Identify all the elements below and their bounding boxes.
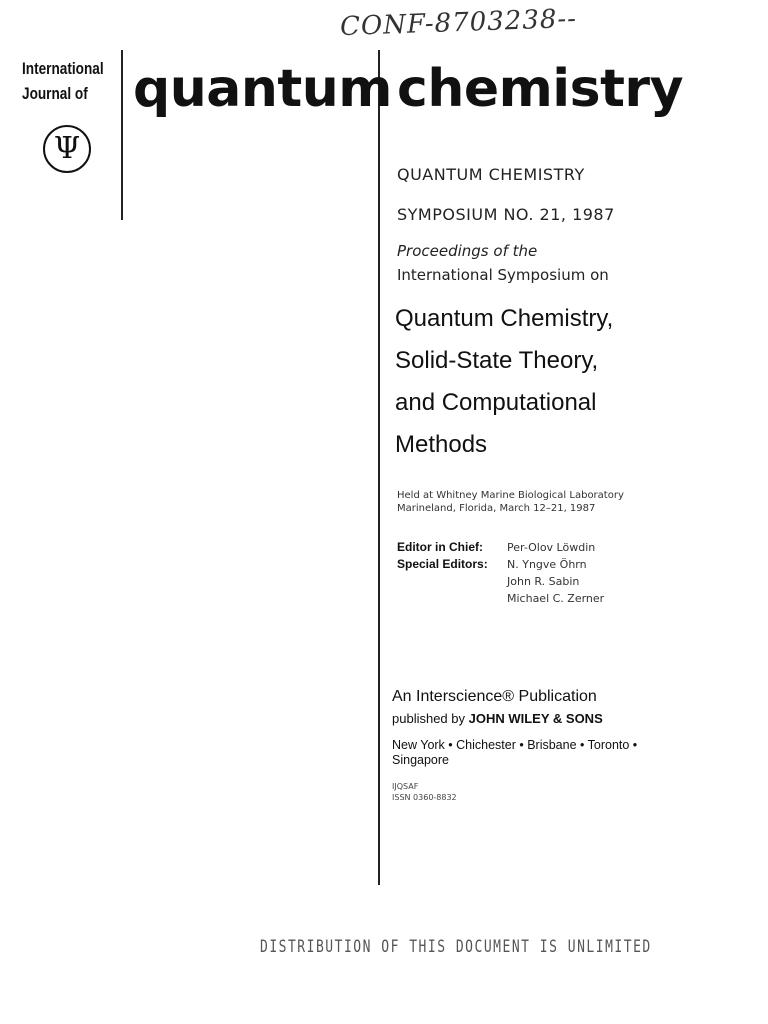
symposium-title: [395, 298, 613, 466]
publisher-cities: New York • Chichester • Brisbane • Toronto • Singapore: [392, 738, 638, 767]
journal-title-quantum: quantum: [133, 59, 392, 119]
venue-line1: Held at Whitney Marine Biological Laboratory: [397, 490, 624, 501]
issn-code: ISSN 0360-8832: [392, 793, 457, 802]
publisher-line: [392, 711, 603, 726]
publisher-name: JOHN WILEY & SONS: [468, 711, 603, 726]
journal-title-chemistry: chemistry: [397, 59, 683, 119]
distribution-stamp: DISTRIBUTION OF THIS DOCUMENT IS UNLIMITED: [260, 937, 652, 958]
psi-symbol: Ψ: [53, 131, 81, 166]
editor-in-chief-name: Per-Olov Löwdin: [507, 541, 596, 554]
editors-block: [397, 539, 604, 607]
symposium-number: SYMPOSIUM NO. 21, 1987: [397, 205, 615, 224]
proceedings-line2: International Symposium on: [397, 266, 609, 284]
divider-left: [121, 50, 123, 220]
special-editor-row: [397, 573, 604, 590]
journal-codes: [392, 781, 457, 803]
symposium-title-line: Solid-State Theory,: [395, 347, 599, 374]
coden-code: IJQSAF: [392, 782, 419, 791]
psi-circle-icon: [43, 125, 91, 173]
series-title: QUANTUM CHEMISTRY: [397, 165, 585, 184]
special-editor-name: John R. Sabin: [507, 575, 580, 588]
symposium-title-line: Quantum Chemistry,: [395, 305, 614, 332]
journal-label-line1: International: [22, 59, 104, 78]
symposium-title-line: and Computational: [395, 389, 597, 416]
venue-info: [397, 489, 624, 515]
special-editor-name: Michael C. Zerner: [507, 592, 605, 605]
divider-center: [378, 50, 380, 885]
special-editor-name: N. Yngve Öhrn: [507, 558, 587, 571]
journal-label: [22, 56, 104, 106]
publication-type: An Interscience® Publication: [392, 688, 597, 705]
publisher-prefix: published by: [392, 711, 469, 726]
editor-in-chief-row: [397, 539, 604, 556]
proceedings-line1: Proceedings of the: [397, 242, 538, 260]
special-editors-row: [397, 556, 604, 573]
special-editors-label: Special Editors:: [397, 557, 488, 571]
special-editor-row: [397, 590, 604, 607]
journal-label-line2: Journal of: [22, 84, 88, 103]
symposium-title-line: Methods: [395, 431, 488, 458]
venue-line2: Marineland, Florida, March 12–21, 1987: [397, 503, 596, 514]
handwritten-report-number: CONF-8703238--: [339, 3, 578, 43]
editor-in-chief-label: Editor in Chief:: [397, 540, 483, 554]
